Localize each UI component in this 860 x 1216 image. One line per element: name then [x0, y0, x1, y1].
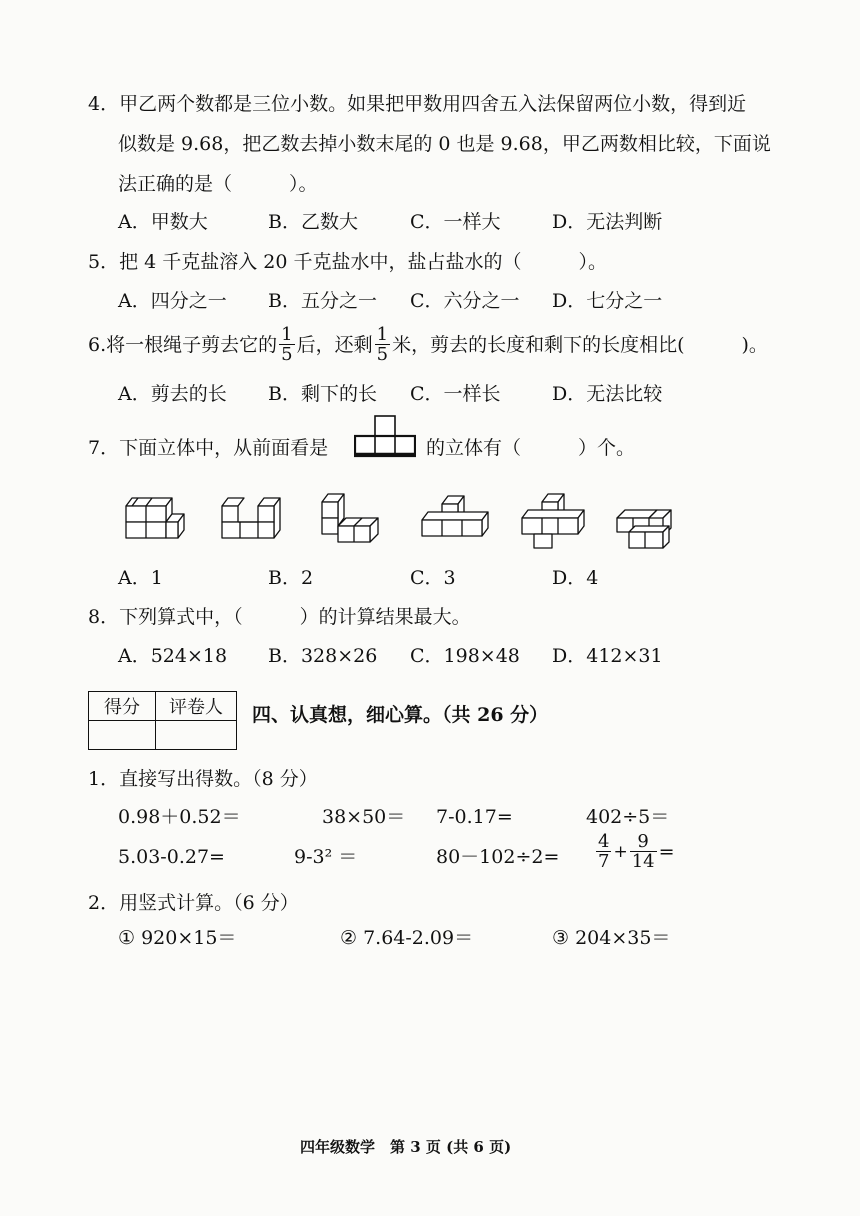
q4-option-c: C．一样大 — [410, 211, 501, 233]
fraction-a-numerator: 4 — [598, 831, 610, 852]
q6-fraction-1-denominator: 5 — [281, 344, 293, 365]
q7-option-b: B．2 — [268, 567, 314, 589]
q5-option-c: C．六分之一 — [410, 290, 520, 312]
calc-1-1: 0.98＋0.52＝ — [118, 806, 241, 828]
calc-2-1: 5.03-0.27= — [118, 846, 225, 868]
q4-option-b: B．乙数大 — [268, 211, 358, 233]
solid-figures — [118, 488, 688, 560]
calc-1-2: 38×50＝ — [322, 806, 406, 828]
q6-part1: 6.将一根绳子剪去它的 — [88, 333, 278, 356]
q8-option-c: C．198×48 — [410, 645, 520, 667]
solid-figure-b — [222, 498, 280, 538]
fraction-nine-fourteenths — [630, 832, 657, 871]
q8-option-d: D．412×31 — [552, 645, 663, 667]
q4-option-a: A．甲数大 — [118, 211, 208, 233]
calc-1-3: 7-0.17= — [436, 806, 513, 828]
solid-figure-f — [617, 510, 671, 548]
grader-cell[interactable] — [156, 721, 237, 750]
score-cell[interactable] — [89, 721, 156, 750]
q4-option-d: D．无法判断 — [552, 211, 663, 233]
q8-option-b: B．328×26 — [268, 645, 378, 667]
solid-figure-e — [522, 494, 584, 548]
q7-part2: 的立体有（ ）个。 — [426, 437, 636, 459]
solid-figure-c — [322, 494, 378, 542]
plus-sign: + — [613, 841, 628, 862]
score-table — [88, 691, 237, 750]
q7-option-c: C．3 — [410, 567, 456, 589]
page-footer: 四年级数学 第 3 页 (共 6 页) — [300, 1138, 512, 1156]
part2-title: 2．用竖式计算。（6 分） — [88, 892, 299, 914]
q6-fraction-2 — [375, 325, 390, 364]
q4-line3: 法正确的是（ ）。 — [118, 173, 318, 195]
fraction-a-denominator: 7 — [598, 851, 610, 872]
grader-header: 评卷人 — [156, 692, 237, 721]
equals-sign: = — [658, 840, 675, 863]
solid-figure-d — [422, 496, 488, 536]
q5-option-d: D．七分之一 — [552, 290, 663, 312]
q6-part2: 后，还剩 — [296, 333, 373, 356]
solid-figure-a — [126, 498, 184, 538]
q7-option-a: A．1 — [118, 567, 163, 589]
q7-part1: 7．下面立体中，从前面看是 — [88, 437, 329, 459]
fraction-four-sevenths — [596, 832, 611, 871]
q5-text: 5．把 4 千克盐溶入 20 千克盐水中，盐占盐水的（ ）。 — [88, 251, 608, 273]
q6-fraction-1-numerator: 1 — [281, 324, 293, 345]
fraction-b-denominator: 14 — [631, 851, 655, 872]
q6-option-a: A．剪去的长 — [118, 383, 227, 405]
section4-title: 四、认真想，细心算。（共 26 分） — [252, 704, 549, 726]
vertical-calc-3: ③ 204×35＝ — [552, 927, 671, 949]
q4-line1: 4．甲乙两个数都是三位小数。如果把甲数用四舍五入法保留两位小数，得到近 — [88, 93, 747, 115]
front-view-shape — [354, 414, 416, 458]
score-header: 得分 — [89, 692, 156, 721]
q5-option-b: B．五分之一 — [268, 290, 377, 312]
q6-fraction-2-numerator: 1 — [376, 324, 389, 345]
calc-2-3: 80－102÷2= — [436, 846, 560, 868]
q6-option-b: B．剩下的长 — [268, 383, 377, 405]
q6-part3: 米，剪去的长度和剩下的长度相比( )。 — [392, 333, 768, 356]
part1-title: 1．直接写出得数。（8 分） — [88, 768, 318, 790]
calc-1-4: 402÷5＝ — [586, 806, 670, 828]
q4-line2: 似数是 9.68，把乙数去掉小数末尾的 0 也是 9.68，甲乙两数相比较，下面说 — [118, 133, 771, 155]
q6-fraction-2-denominator: 5 — [376, 344, 389, 365]
q8-text: 8．下列算式中，（ ）的计算结果最大。 — [88, 606, 471, 628]
calc-2-2: 9-3² ＝ — [294, 846, 358, 868]
q7-option-d: D．4 — [552, 567, 599, 589]
q6-text — [88, 325, 768, 364]
fraction-b-numerator: 9 — [630, 832, 657, 852]
vertical-calc-1: ① 920×15＝ — [118, 927, 237, 949]
q6-fraction-1 — [279, 325, 294, 364]
calc-2-4 — [594, 832, 675, 871]
q6-option-d: D．无法比较 — [552, 383, 663, 405]
vertical-calc-2: ② 7.64-2.09＝ — [340, 927, 474, 949]
q5-option-a: A．四分之一 — [118, 290, 227, 312]
q8-option-a: A．524×18 — [118, 645, 228, 667]
q6-option-c: C．一样长 — [410, 383, 501, 405]
